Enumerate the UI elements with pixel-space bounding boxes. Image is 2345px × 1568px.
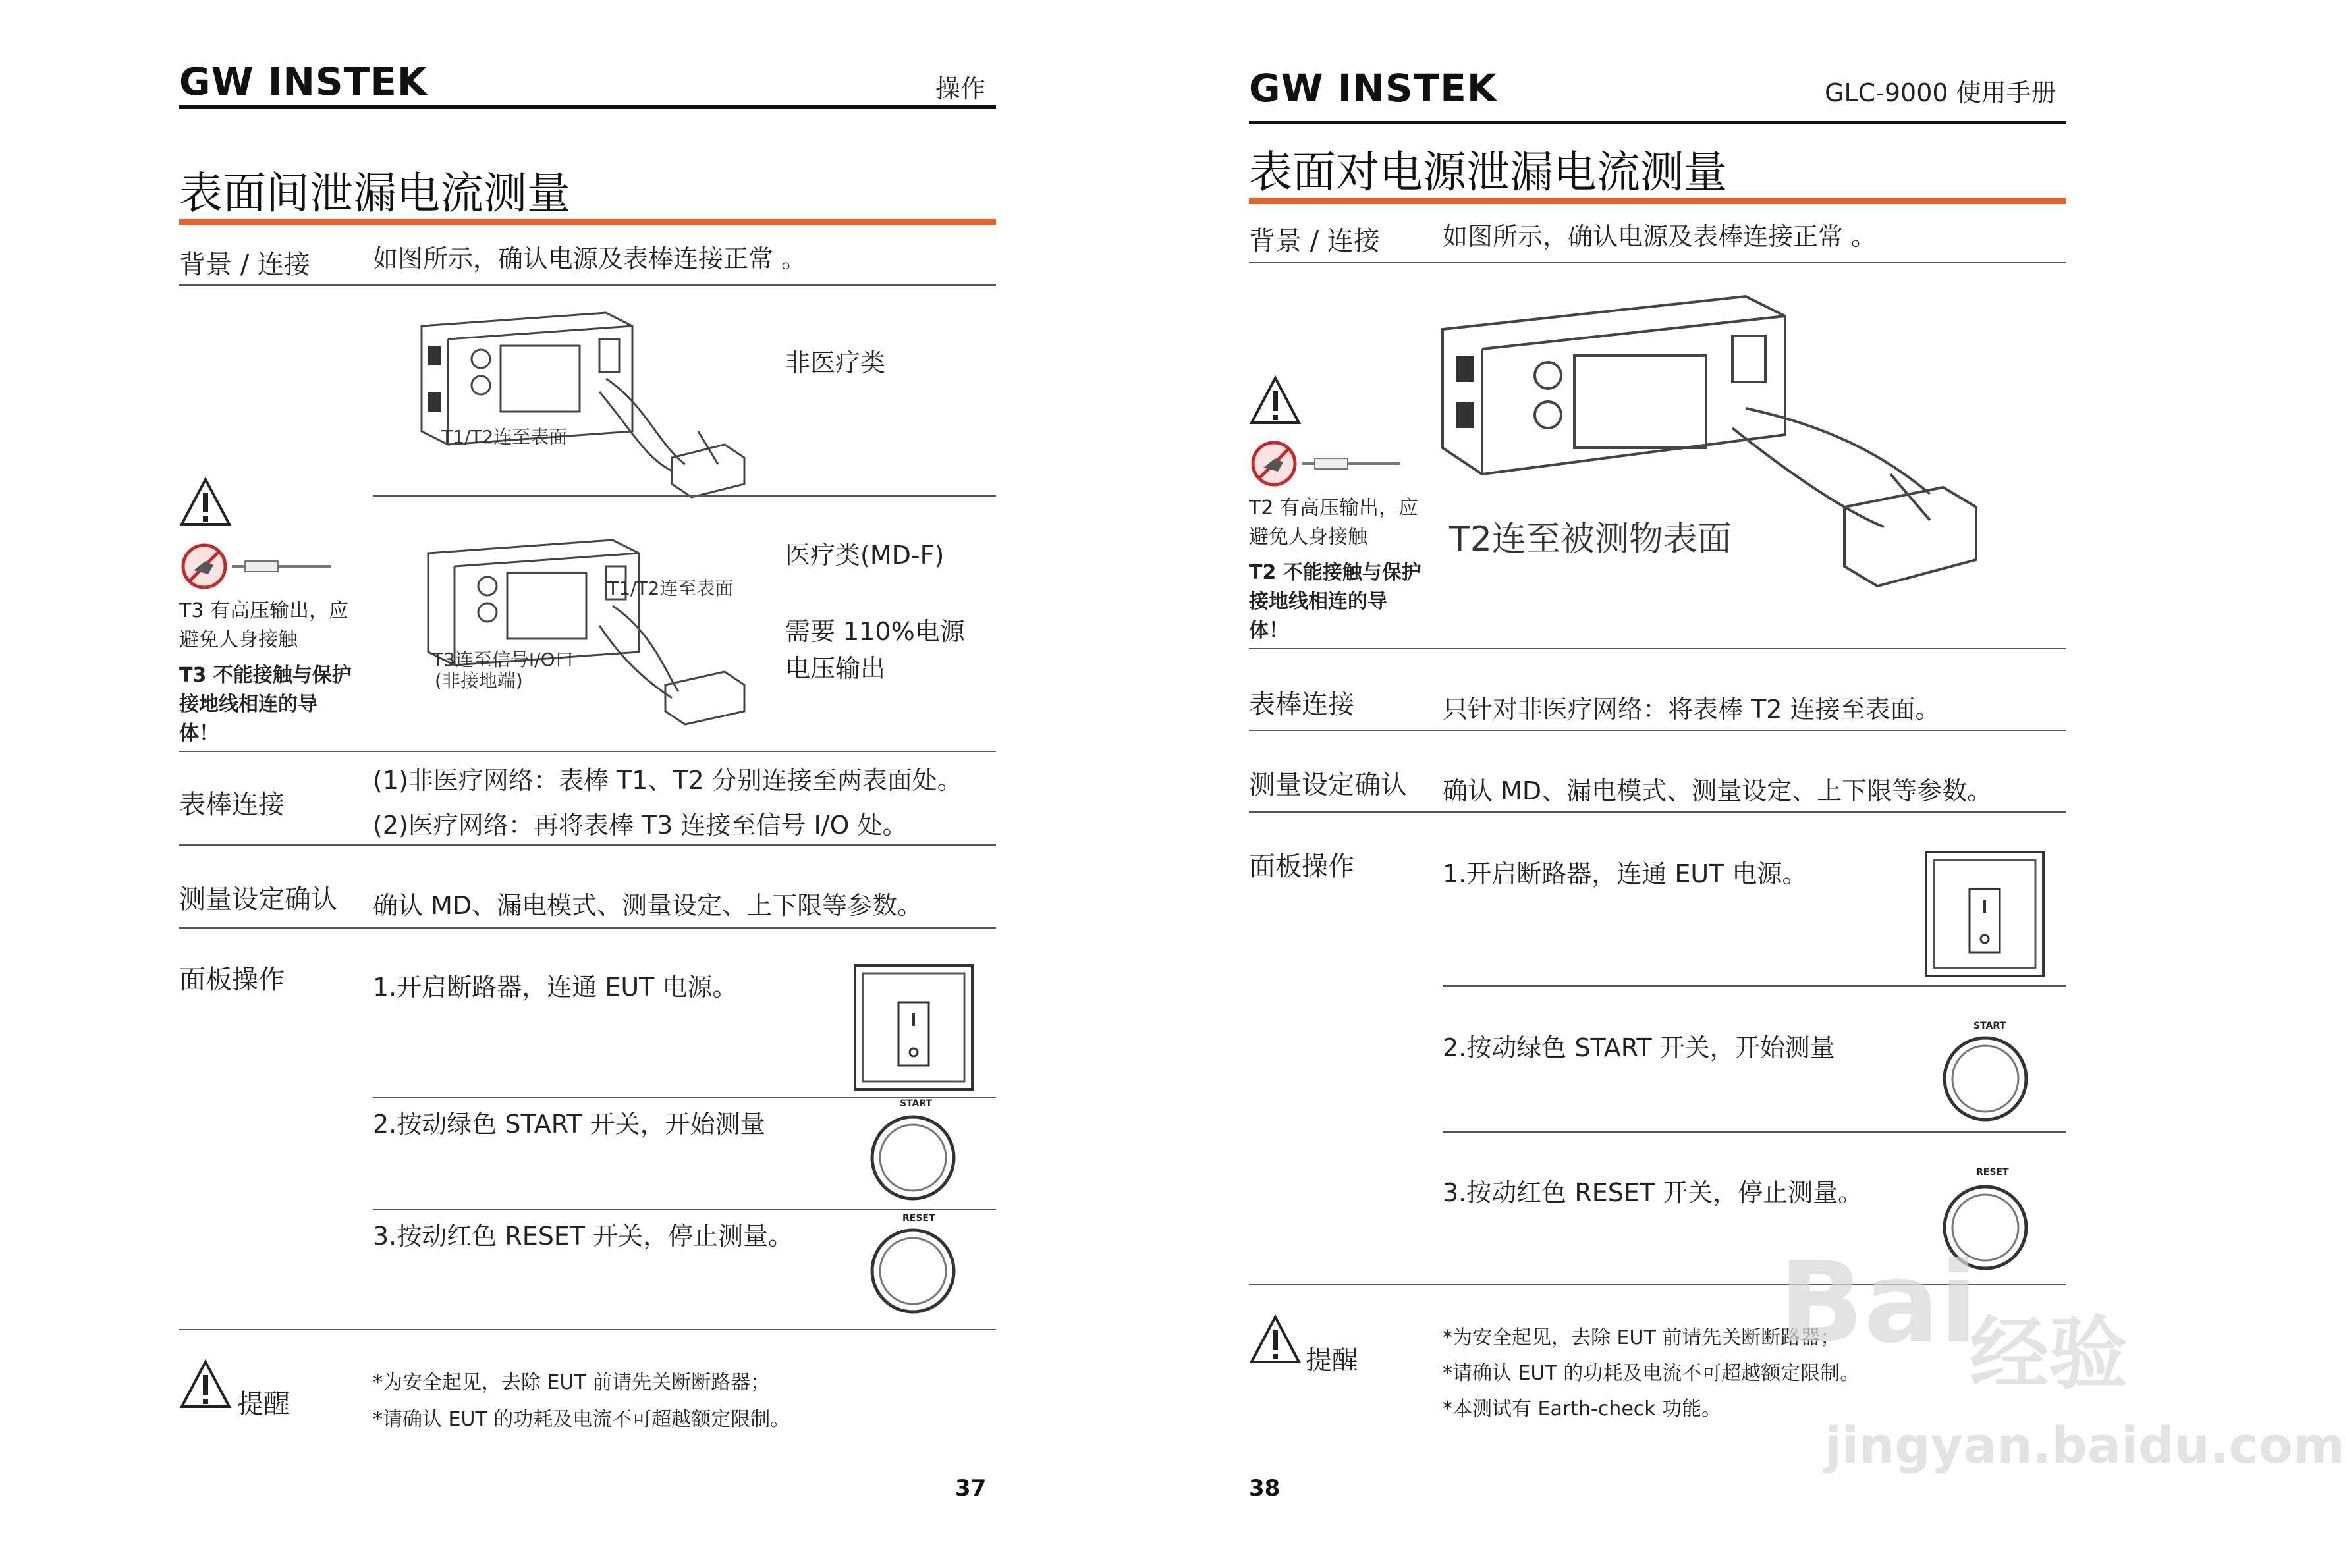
warning-icon [1249, 375, 1302, 425]
row-divider [179, 751, 996, 752]
title-rule [1249, 198, 2066, 204]
warning-text: T2 有高压输出，应 [1249, 497, 1418, 520]
header-section: 操作 [935, 74, 986, 103]
row-divider [179, 284, 996, 286]
panel-label: 面板操作 [1249, 852, 1354, 882]
page-title: 表面对电源泄漏电流测量 [1249, 147, 1727, 198]
bg-label: 背景 / 连接 [179, 250, 310, 280]
warning-text: T3 有高压输出，应 [179, 599, 348, 622]
confirm-label: 测量设定确认 [1249, 770, 1407, 800]
warning-text: 接地线相连的导 [179, 693, 317, 716]
row-divider [179, 1329, 996, 1330]
step-2: 2.按动绿色 START 开关，开始测量 [1443, 1033, 1835, 1062]
bg-text: 如图所示，确认电源及表棒连接正常 。 [373, 244, 807, 273]
note-text: *本测试有 Earth-check 功能。 [1443, 1397, 1722, 1420]
warning-text: 体！ [1249, 619, 1288, 642]
row-divider [373, 1209, 996, 1210]
step-3: 3.按动红色 RESET 开关，停止测量。 [373, 1222, 794, 1251]
warning-icon [179, 1359, 232, 1409]
reset-label: RESET [902, 1213, 935, 1224]
confirm-label: 测量设定确认 [179, 884, 337, 915]
row-divider [1443, 1131, 2066, 1133]
confirm-text: 确认 MD、漏电模式、测量设定、上下限等参数。 [1443, 776, 1993, 805]
photo-label: T1/T2连至表面 [441, 426, 568, 448]
note-text: *为安全起见，去除 EUT 前请先关断断路器； [1443, 1326, 1840, 1349]
row-divider [179, 844, 996, 846]
probe-label: 表棒连接 [1249, 689, 1354, 720]
note-label: 提醒 [237, 1389, 290, 1419]
row-divider [1249, 648, 2066, 649]
probe-label: 表棒连接 [179, 790, 285, 820]
row-divider [179, 927, 996, 929]
watermark-brand: Bai [1779, 1238, 1978, 1368]
step-1: 1.开启断路器，连通 EUT 电源。 [373, 973, 738, 1002]
probe-text: 只针对非医疗网络：将表棒 T2 连接至表面。 [1443, 695, 1941, 724]
step-2: 2.按动绿色 START 开关，开始测量 [373, 1110, 765, 1139]
warning-text: 体！ [179, 722, 219, 745]
caption-voltage: 电压输出 [785, 654, 886, 683]
caption-medical: 医疗类(MD-F) [785, 541, 945, 570]
panel-label: 面板操作 [179, 965, 285, 995]
start-button-icon [1941, 1034, 2030, 1123]
no-touch-probe-icon [1249, 439, 1407, 491]
note-label: 提醒 [1306, 1345, 1358, 1376]
reset-label: RESET [1976, 1167, 2009, 1177]
row-divider [1249, 262, 2066, 263]
confirm-text: 确认 MD、漏电模式、测量设定、上下限等参数。 [373, 891, 923, 920]
warning-text: 避免人身接触 [179, 628, 298, 651]
watermark-brand-suffix: 经验 [1970, 1309, 2128, 1400]
note-text: *请确认 EUT 的功耗及电流不可超越额定限制。 [1443, 1362, 1860, 1385]
header-rule [179, 105, 996, 109]
warning-text: T2 不能接触与保护 [1249, 561, 1421, 584]
start-button-icon [868, 1113, 958, 1203]
caption-non-medical: 非医疗类 [785, 348, 886, 377]
no-touch-probe-icon [179, 541, 337, 594]
breaker-switch-icon [1923, 850, 2046, 979]
bg-text: 如图所示，确认电源及表棒连接正常 。 [1443, 222, 1877, 251]
photo-label: (非接地端) [435, 670, 523, 691]
photo-label: T1/T2连至表面 [607, 578, 734, 599]
probe-text: (1)非医疗网络：表棒 T1、T2 分别连接至两表面处。 [373, 766, 962, 795]
start-label: START [1973, 1021, 2006, 1031]
gwinstek-logo: GW INSTEK [179, 59, 428, 104]
breaker-switch-icon [852, 963, 975, 1092]
device-diagram-medical [415, 527, 758, 724]
probe-text: (2)医疗网络：再将表棒 T3 连接至信号 I/O 处。 [373, 811, 908, 840]
step-1: 1.开启断路器，连通 EUT 电源。 [1443, 859, 1807, 888]
bg-label: 背景 / 连接 [1249, 226, 1380, 256]
note-text: *为安全起见，去除 EUT 前请先关断断路器； [373, 1371, 771, 1394]
caption-voltage: 需要 110%电源 [785, 617, 965, 646]
page-number: 38 [1249, 1475, 1281, 1501]
header-section: GLC-9000 使用手册 [1825, 78, 2056, 107]
device-diagram-non-medical [408, 300, 751, 497]
row-divider [1249, 730, 2066, 731]
title-rule [179, 219, 996, 225]
page-title: 表面间泄漏电流测量 [179, 168, 570, 219]
start-label: START [900, 1098, 933, 1109]
warning-text: 避免人身接触 [1249, 526, 1367, 549]
header-rule [1249, 121, 2066, 124]
device-diagram [1429, 277, 1996, 619]
warning-text: T3 不能接触与保护 [179, 664, 352, 687]
photo-label: T3连至信号I/O口 [432, 649, 574, 670]
row-divider [1249, 811, 2066, 813]
gwinstek-logo: GW INSTEK [1249, 66, 1497, 111]
page-number: 37 [955, 1475, 987, 1501]
step-3: 3.按动红色 RESET 开关，停止测量。 [1443, 1178, 1863, 1207]
reset-button-icon [868, 1226, 958, 1316]
row-divider [373, 495, 996, 497]
warning-icon [1249, 1314, 1302, 1365]
warning-icon [179, 477, 232, 527]
watermark-url: jingyan.baidu.com [1825, 1416, 2345, 1474]
row-divider [1443, 985, 2066, 987]
diagram-caption: T2连至被测物表面 [1449, 520, 1732, 559]
warning-text: 接地线相连的导 [1249, 590, 1387, 613]
note-text: *请确认 EUT 的功耗及电流不可超越额定限制。 [373, 1408, 790, 1431]
